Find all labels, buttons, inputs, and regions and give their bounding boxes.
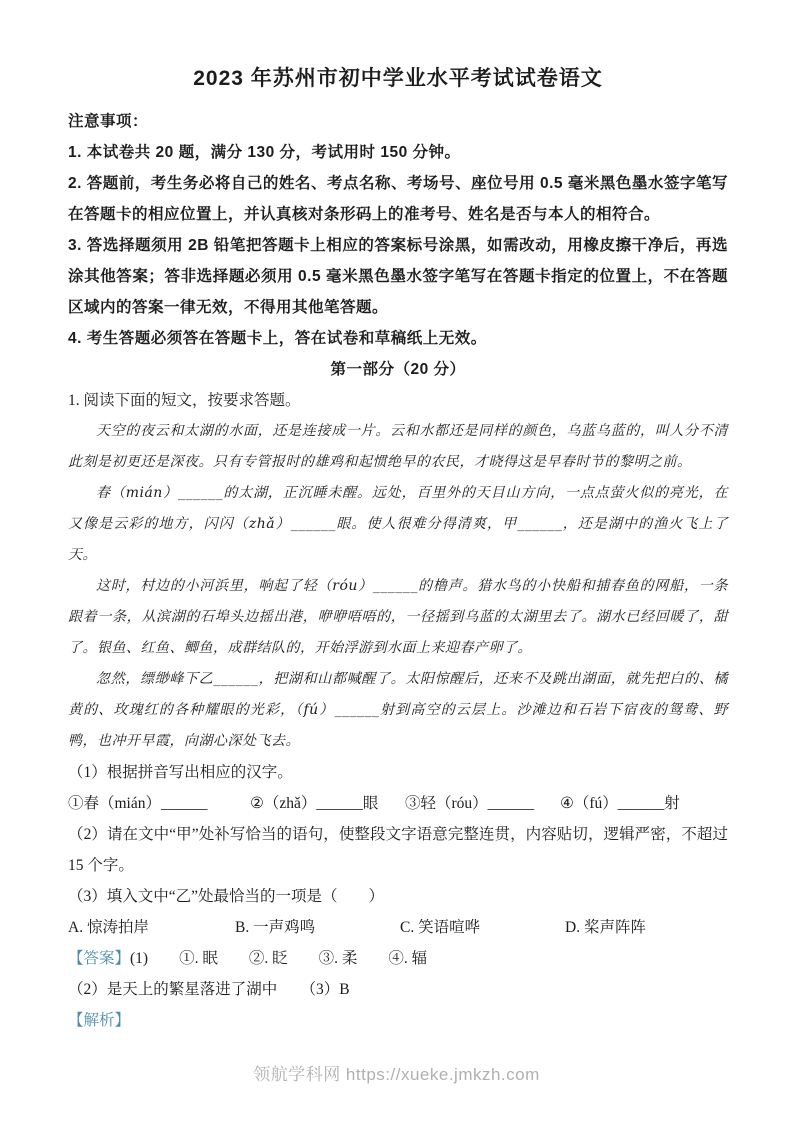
option-b: B. 一声鸡鸣	[235, 919, 316, 936]
pinyin-blanks-row	[68, 788, 728, 819]
pinyin-blank-4: ④（fú）______射	[560, 795, 680, 812]
footer-watermark: 领航学科网 https://xueke.jmkzh.com	[253, 1065, 540, 1084]
analysis-label: 【解析】	[68, 1012, 131, 1029]
answer-text-1: (1) ①. 眠 ②. 眨 ③. 柔 ④. 辐	[130, 950, 428, 967]
option-a: A. 惊涛拍岸	[68, 919, 149, 936]
notice-item-3: 3. 答选择题须用 2B 铅笔把答题卡上相应的答案标号涂黑，如需改动，用橡皮擦干净后，再选涂其他答案；答非选择题必须用 0.5 毫米黑色墨水签字笔写在答题卡指定的位置上，不在答题区域内的答案一律无效，不得用其他笔答题。	[68, 237, 728, 316]
page-title: 2023 年苏州市初中学业水平考试试卷语文	[193, 67, 603, 90]
option-d: D. 桨声阵阵	[565, 919, 646, 936]
sub-question-2: （2）请在文中“甲”处补写恰当的语句，使整段文字语意完整连贯，内容贴切，逻辑严密，不超过 15 个字。	[68, 826, 728, 874]
pinyin-blank-3: ③轻（róu）______	[405, 795, 535, 812]
sub-question-1: （1）根据拼音写出相应的汉字。	[68, 764, 293, 781]
answer-label: 【答案】	[68, 950, 131, 967]
options-row	[68, 912, 728, 943]
question-intro: 1. 阅读下面的短文，按要求答题。	[68, 392, 301, 409]
notice-item-4: 4. 考生答题必须答在答题卡上，答在试卷和草稿纸上无效。	[68, 330, 487, 347]
passage-paragraph-3: 这时，村边的小河浜里，响起了轻（róu）______的橹声。猎水鸟的小快船和捕春鱼的网船，一条跟着一条，从滨湖的石埠头边摇出港，咿咿唔唔的，一径摇到乌蓝的太湖里去了。湖水已经回暖了，甜了。银鱼、红鱼、鲫鱼，成群结队的，开始浮游到水面上来迎春产卵了。	[68, 578, 728, 656]
notice-item-1: 1. 本试卷共 20 题，满分 130 分，考试用时 150 分钟。	[68, 144, 461, 161]
notice-item-2: 2. 答题前，考生务必将自己的姓名、考点名称、考场号、座位号用 0.5 毫米黑色墨水签字笔写在答题卡的相应位置上，并认真核对条形码上的准考号、姓名是否与本人的相符合。	[68, 175, 728, 223]
option-c: C. 笑语喧哗	[400, 919, 481, 936]
answer-line-2: （2）是天上的繁星落进了湖中 （3）B	[68, 981, 350, 998]
pinyin-blank-2: ②（zhǎ）______眼	[250, 795, 379, 812]
passage-paragraph-1: 天空的夜云和太湖的水面，还是连接成一片。云和水都还是同样的颜色，乌蓝乌蓝的，叫人分不清此刻是初更还是深夜。只有专管报时的雄鸡和起惯绝早的农民，才晓得这是早春时节的黎明之前。	[68, 423, 728, 470]
passage-paragraph-2: 春（mián）______的太湖，正沉睡未醒。远处，百里外的天目山方向，一点点萤火似的亮光，在又像是云彩的地方，闪闪（zhǎ）______眼。使人很难分得清爽，甲______，还是湖中的渔火飞上了天。	[68, 485, 728, 563]
passage-paragraph-4: 忽然，缥缈峰下乙______，把湖和山都喊醒了。太阳惊醒后，还来不及跳出湖面，就先把白的、橘黄的、玫瑰红的各种耀眼的光彩，（fú）______射到高空的云层上。沙滩边和石岩下宿夜的鸳鸯、野鸭，也冲开早霞，向湖心深处飞去。	[68, 671, 728, 749]
sub-question-3: （3）填入文中“乙”处最恰当的一项是（ ）	[68, 888, 385, 905]
notice-header: 注意事项：	[68, 113, 149, 130]
answer-line-1	[68, 943, 728, 974]
pinyin-blank-1: ①春（mián）______	[68, 795, 208, 812]
section-heading: 第一部分（20 分）	[330, 361, 466, 378]
analysis-line	[68, 1005, 728, 1036]
